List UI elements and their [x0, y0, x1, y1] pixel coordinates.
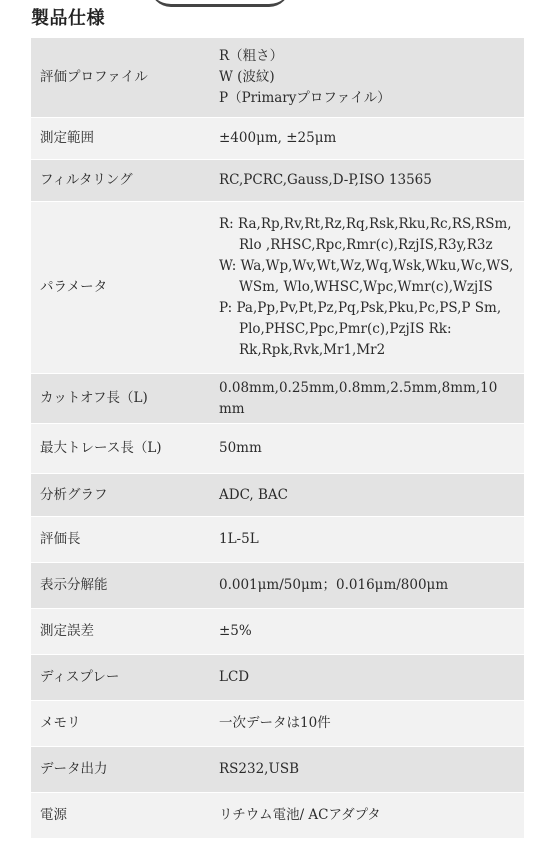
spec-value: RC,PCRC,Gauss,D-P,ISO 13565 — [211, 160, 524, 202]
spec-row-evaluation-profile — [31, 38, 524, 118]
profile-p: P（Primaryプロファイル） — [219, 90, 391, 106]
parameter-w-list: W: Wa,Wp,Wv,Wt,Wz,Wq,Wsk,Wku,Wc,WS, WSm, Wlo,WHSC,Wpc,Wmr(c),WzjIS — [219, 258, 514, 295]
profile-w: W (波紋) — [219, 69, 275, 85]
spec-label: フィルタリング — [31, 160, 211, 202]
spec-row-cutoff — [31, 374, 524, 424]
spec-value — [211, 38, 524, 118]
spec-label: 測定範囲 — [31, 118, 211, 160]
spec-value: ±5% — [211, 609, 524, 655]
spec-value: 0.08mm,0.25mm,0.8mm,2.5mm,8mm,10 mm — [211, 374, 524, 424]
spec-value: LCD — [211, 655, 524, 701]
spec-value: 50mm — [211, 424, 524, 474]
spec-row-max-trace-length — [31, 424, 524, 474]
spec-row-analysis-graph — [31, 474, 524, 517]
parameter-p-list: P: Pa,Pp,Pv,Pt,Pz,Pq,Psk,Pku,Pc,PS,P Sm, Plo,PHSC,Ppc,Pmr(c),PzjIS Rk: Rk,Rpk,Rvk,Mr1,Mr2 — [219, 300, 502, 358]
spec-row-measurement-range — [31, 118, 524, 160]
spec-row-memory — [31, 701, 524, 747]
spec-label: 表示分解能 — [31, 563, 211, 609]
spec-value: 一次データは10件 — [211, 701, 524, 747]
spec-row-data-output — [31, 747, 524, 793]
profile-r: R（粗さ） — [219, 48, 284, 64]
spec-table — [31, 37, 524, 839]
spec-label: 分析グラフ — [31, 474, 211, 517]
spec-label: 評価長 — [31, 517, 211, 563]
spec-value: リチウム電池/ ACアダプタ — [211, 793, 524, 839]
spec-label: パラメータ — [31, 202, 211, 374]
spec-value: ADC, BAC — [211, 474, 524, 517]
spec-label: 電源 — [31, 793, 211, 839]
spec-label: 最大トレース長（L) — [31, 424, 211, 474]
spec-value: 0.001μm/50μm；0.016μm/800μm — [211, 563, 524, 609]
spec-value — [211, 202, 524, 374]
spec-row-display — [31, 655, 524, 701]
spec-label: ディスプレー — [31, 655, 211, 701]
top-decoration-arc — [150, 0, 290, 7]
spec-row-display-resolution — [31, 563, 524, 609]
spec-label: カットオフ長（L) — [31, 374, 211, 424]
spec-value: RS232,USB — [211, 747, 524, 793]
spec-row-evaluation-length — [31, 517, 524, 563]
spec-row-measurement-error — [31, 609, 524, 655]
spec-label: データ出力 — [31, 747, 211, 793]
spec-label: 測定誤差 — [31, 609, 211, 655]
spec-row-parameters — [31, 202, 524, 374]
spec-row-filtering — [31, 160, 524, 202]
section-title: 製品仕様 — [31, 8, 105, 29]
spec-label: 評価プロファイル — [31, 38, 211, 118]
spec-row-power-supply — [31, 793, 524, 839]
parameter-r-list: R: Ra,Rp,Rv,Rt,Rz,Rq,Rsk,Rku,Rc,RS,RSm, Rlo ,RHSC,Rpc,Rmr(c),RzjIS,R3y,R3z — [219, 216, 512, 253]
spec-value: 1L-5L — [211, 517, 524, 563]
spec-label: メモリ — [31, 701, 211, 747]
spec-value: ±400μm, ±25μm — [211, 118, 524, 160]
